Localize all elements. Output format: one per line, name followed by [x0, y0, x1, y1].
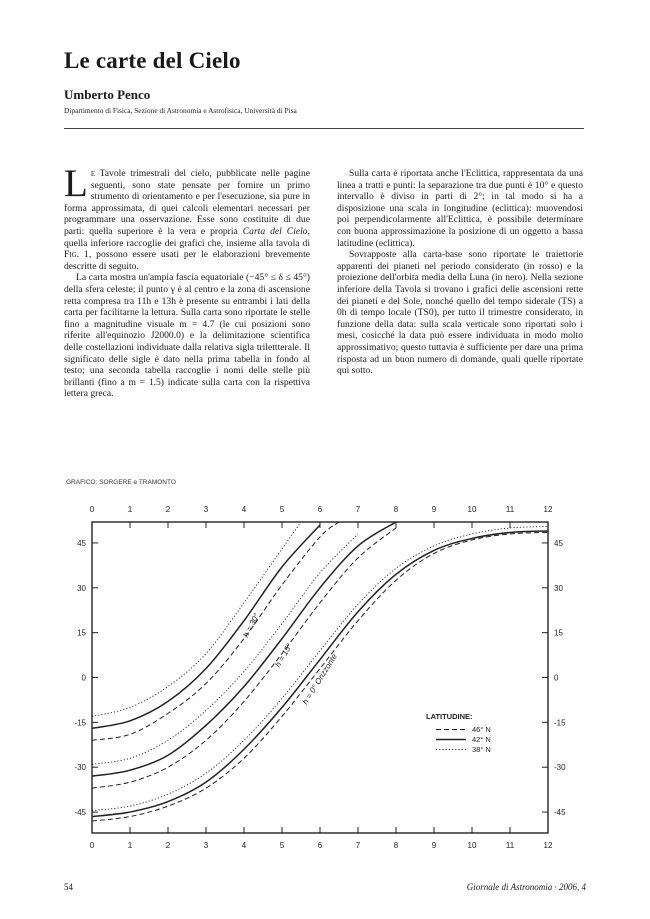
y-tick-label-left: -15	[74, 718, 86, 728]
x-tick-label-bottom: 3	[203, 841, 209, 850]
legend-title: LATITUDINE:	[426, 712, 473, 721]
series-line-h30-42	[92, 525, 320, 728]
x-tick-label-top: 0	[89, 505, 95, 514]
series-line-h30-38	[92, 522, 301, 716]
x-tick-label-top: 9	[431, 505, 437, 514]
affiliation: Dipartimento di Fisica, Sezione di Astronomia e Astrofisica, Università di Pisa	[64, 106, 297, 115]
x-tick-label-top: 10	[467, 505, 477, 514]
x-tick-label-bottom: 11	[505, 841, 515, 850]
x-tick-label-bottom: 10	[467, 841, 477, 850]
paragraph: Le Tavole trimestrali del cielo, pubblicate nelle pagine seguenti, sono state pensate per fornire un primo strumento di orientamento e per l'esecuzione, sia pure in forma approssimata, di quei calcoli elementari necessari per programmare una osservazione. Esse sono costituite di due parti: quella superiore è la vera e propria Carta del Cielo, quella inferiore raccoglie dei grafici che, insieme alla tavola di Fig. 1, possono essere usati per le elaborazioni brevemente descritte di seguito.	[64, 162, 310, 272]
x-tick-label-top: 7	[355, 505, 361, 514]
author-name: Umberto Penco	[64, 87, 151, 102]
y-tick-label-left: 30	[77, 583, 86, 593]
paragraph: Sovrapposte alla carta-base sono riportate le traiettorie apparenti dei pianeti nel periodo considerato (in rosso) e la proiezione dell'orbita media della Luna (in nero). Nella sezione inferiore della Tavola si trovano i grafici delle ascensioni rette dei pianeti e del Sole, nonché quello del tempo siderale (TS) a 0h di tempo locale (TS0), per tutto il trimestre considerato, in funzione della data: sulla scala verticale sono riportati solo i mesi, cosicché la data può essere individuata in modo molto approssimativo; questo tuttavia è sufficiente per dare una prima risposta ad un buon numero di domande, quali quelle riportate qui sotto.	[337, 249, 583, 377]
text-column-right	[337, 168, 583, 377]
x-tick-label-bottom: 2	[165, 841, 171, 850]
series-line-h15-42	[92, 522, 396, 776]
x-tick-label-top: 6	[317, 505, 323, 514]
x-tick-label-bottom: 6	[317, 841, 323, 850]
x-tick-label-bottom: 5	[279, 841, 285, 850]
curve-label-1: h = 15°	[273, 641, 294, 669]
x-tick-label-top: 5	[279, 505, 285, 514]
journal-name: Giornale di Astronomia · 2006, 4	[466, 882, 586, 892]
y-tick-label-left: 0	[81, 673, 86, 683]
x-tick-label-top: 11	[505, 505, 515, 514]
x-tick-label-bottom: 4	[241, 841, 247, 850]
header-rule	[64, 128, 584, 129]
y-tick-label-right: -45	[554, 808, 566, 818]
x-tick-label-top: 12	[543, 505, 553, 514]
x-tick-label-bottom: 8	[393, 841, 399, 850]
curve-label-2: h = 0° Orizzonte	[300, 652, 339, 707]
paragraph: La carta mostra un'ampia fascia equatoriale (−45° ≤ δ ≤ 45°) della sfera celeste; il punto γ è al centro e la zona di ascensione retta compresa tra 11h e 13h è presente su entrambi i lati della carta per facilitarne la lettura. Sulla carta sono riportate le stelle fino a magnitudine visuale m = 4.7 (le cui posizioni sono riferite all'equinozio J2000.0) e la delimitazione scientifica delle costellazioni individuate dalla relativa sigla trilettterale. Il significato delle sigle è dato nella prima tabella in fondo al testo; una seconda tabella raccoglie i nomi delle stelle più brillanti (fino a m = 1.5) indicate sulla carta con la rispettiva lettera greca.	[64, 272, 310, 400]
chart	[64, 468, 584, 861]
y-tick-label-left: 45	[77, 538, 86, 548]
page-number: 54	[64, 882, 73, 892]
y-tick-label-right: -15	[554, 718, 566, 728]
y-tick-label-right: -30	[554, 763, 566, 773]
y-tick-label-right: 45	[554, 538, 563, 548]
y-tick-label-right: 30	[554, 583, 563, 593]
legend-label-1: 42° N	[472, 735, 491, 744]
series-line-h15-38	[92, 534, 358, 764]
rise-set-chart	[64, 468, 584, 861]
x-tick-label-bottom: 12	[543, 841, 553, 850]
x-tick-label-top: 2	[165, 505, 171, 514]
legend-label-2: 38° N	[472, 745, 491, 754]
x-tick-label-top: 4	[241, 505, 247, 514]
legend-label-0: 46° N	[472, 725, 491, 734]
y-tick-label-right: 15	[554, 628, 563, 638]
x-tick-label-top: 8	[393, 505, 399, 514]
drop-cap: L	[64, 162, 88, 205]
x-tick-label-bottom: 9	[431, 841, 437, 850]
y-tick-label-left: -45	[74, 808, 86, 818]
text-column-left	[64, 162, 310, 400]
chart-title: GRAFICO: SORGERE e TRAMONTO	[66, 479, 176, 486]
x-tick-label-bottom: 0	[89, 841, 95, 850]
y-tick-label-right: 0	[554, 673, 559, 683]
y-tick-label-left: -30	[74, 763, 86, 773]
y-tick-label-left: 15	[77, 628, 86, 638]
series-line-h30-46	[92, 522, 339, 740]
x-tick-label-top: 3	[203, 505, 209, 514]
x-tick-label-top: 1	[127, 505, 133, 514]
x-tick-label-bottom: 1	[127, 841, 133, 850]
curve-label-0: h = 30°	[241, 612, 262, 639]
article-title: Le carte del Cielo	[64, 48, 241, 73]
paragraph: Sulla carta è riportata anche l'Eclittica, rappresentata da una linea a tratti e punti: la separazione tra due punti è 10° e questo intervallo è diviso in parti di 2°; in tal modo si ha a disposizione una scala in longitudine (eclittica): muovendosi poi perpendicolarmente all'Eclittica, è possibile determinare con buona approssimazione la posizione di un oggetto a bassa latitudine (eclittica).	[337, 168, 583, 249]
x-tick-label-bottom: 7	[355, 841, 361, 850]
